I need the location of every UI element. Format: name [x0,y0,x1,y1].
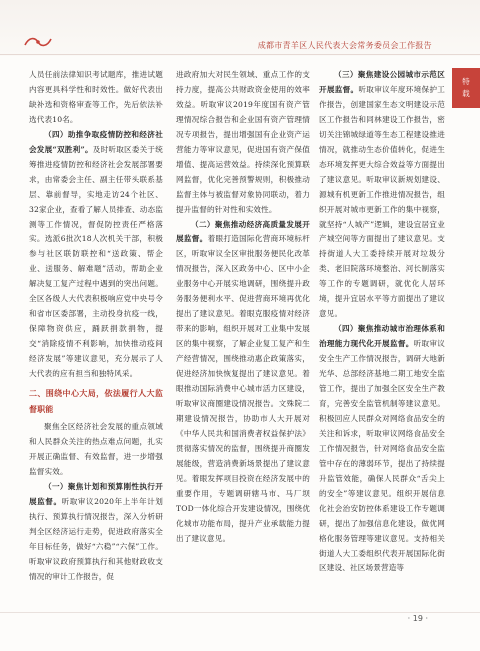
side-tab-char-1: 特 [462,77,470,86]
body-paragraph [319,68,445,322]
paragraph-text: 听取审议年度环境保护工作报告，创建国家生态文明建设示范区工作报告和同林建设工作报告，密切关注锦城绿道等生态工程建设推进情况，就推动生态价值转化，促进生态环境发挥更大综合效益等方面提出了建议意见。听取审议新规划建设、源城有机更新工作推进情况报告，组织开展对城市更新工作的集中视察，就坚持“人城产”逻辑，建设宜居宜业产城空间等方面提出了建议意见。支持街道人大工委持续开展对垃圾分类、老旧院落环境整治、河长制落实等工作的专题调研，就优化人居环境，提升宜居水平等方面提出了建议意见。 [319,84,445,319]
paragraph-text: 听取审议安全生产工作情况报告，调研大地新光华、总部经济基地二期工地安全监管工作，提出了加强全区安全生产教育，完善安全监管机制等建议意见。积极回应人民群众对网络食品安全的关注和诉求，听取审议网络食品安全工作情况报告，针对网络食品安全监管中存在的薄弱环节，提出了持续提升监管效能，确保人民群众“舌尖上的安全”等建议意见。组织开展信息化社会治安防控体系建设工作专题调研，提出了加强信息化建设，做优网格化服务管理等建议意见。支持相关街道人大工委组织代表开展国际化街区建设、社区场景营造等 [319,339,445,573]
logo-ornament-icon [23,35,53,49]
body-paragraph [319,322,445,576]
body-paragraph [29,480,163,585]
section-side-tab [452,68,480,108]
paragraph-text: 进政府加大对民生领域、重点工作的支持力度，提高公共财政资金使用的效率效益。听取审议2019年度国有资产管理情况综合报告和企业国有资产管理情况专项报告，提出增强国有企业资产运营能力等审议意见，促进国有资产保值增值、提高运营效益。持续深化预算联网监督，优化完善预警规则，积极推动监督主体与被监督对象协同联动，着力提升监督的针对性和实效性。 [176,70,310,214]
paragraph-text: 着眼打造国际化营商环境标杆区，听取审议全区审批服务便民化改革情况报告，深入区政务中心、区中小企业服务中心开展实地调研，围绕提升政务服务便利水平、促进营商环境再优化提出了建议意见。着眼克服疫情对经济带来的影响，组织开展对工业集中发展区的集中视察，了解企业复工复产和生产经营情况，围绕推动惠企政策落实，促进经济加快恢复提出了建议意见。着眼推动国际消费中心城市活力区建设，听取审议商圈建设情况报告。文殊院二期建设情况报告，协助市人大开展对《中华人民共和国消费者权益保护法》贯彻落实情况的监督，围绕提升商圈发展能级，营造消费新场景提出了建议意见。着眼发挥项目投资在经济发展中的重要作用，专题调研辖马市、马厂坝TOD一体化综合开发建设情况，围绕优化城市功能布局，提升产业承载能力提出了建议意见。 [176,234,310,543]
header-rule [0,54,480,55]
header-band [0,0,480,56]
paragraph-lead: （四）助推争取疫情防控和经济社会发展“双胜利”。 [29,129,163,154]
text-column-3 [319,68,445,576]
paragraph-text: 聚焦全区经济社会发展的重点领域和人民群众关注的热点难点问题，扎实开展正确监督、有效监督，进一步增强监督实效。 [29,422,163,476]
text-column-1 [29,68,163,585]
header-title: 成都市青羊区人民代表大会常务委员会工作报告 [257,41,432,50]
text-column-2 [176,68,310,547]
body-paragraph [29,68,163,128]
body-paragraph [29,420,163,480]
side-tab-char-2: 载 [462,89,470,98]
body-paragraph [29,128,163,382]
paragraph-lead: （四）聚焦推动城市治理体系和治理能力现代化开展监督。 [319,324,445,349]
section-heading: 二、围绕中心大局，依法履行人大监督职能 [29,389,163,415]
footer-rule [0,612,480,613]
paragraph-text: 听取审议2020年上半年计划执行、预算执行情况报告，深入分析研判全区经济运行走势，促进政府落实全年目标任务，做好“六稳”“六保”工作。听取审议政府预算执行和其他财政收支情况的审计工作报告，促 [29,496,163,581]
body-paragraph [176,68,310,218]
page-number: · 19 · [407,614,428,623]
paragraph-text: 人员任前法律知识考试题库，推进试题内容更具科学性和时效性。做好代表出缺补选和资格审查等工作，先后依法补选代表10名。 [29,70,163,124]
paragraph-lead: （一）聚焦计划和预算刚性执行开展监督。 [29,481,163,506]
paragraph-lead: （三）聚焦建设公园城市示范区开展监督。 [319,70,445,94]
body-paragraph [176,218,310,547]
paragraph-text: 及时听取区委关于统筹推进疫情防控和经济社会发展部署要求，由常委会主任、副主任带头联系基层、靠前督导，实地走访24个社区、32家企业，查看了解人员排查、动态监测等工作情况，督促防控责任严格落实。选派6批次18人次机关干部，积极参与社区联防联控和“送政策、帮企业、送服务、解难题”活动，帮助企业解决复工复产过程中遇到的突出问题。全区各级人大代表积极响应党中央号令和省市区委部署，主动投身抗疫一线，保障物资供应，踊跃捐款捐物，提交“消除疫情不利影响，加快推动疫间经济发展”等建议意见，充分展示了人大代表的应有担当和独特风采。 [29,144,163,379]
paragraph-lead: （二）聚焦推动经济高质量发展开展监督。 [176,219,310,244]
